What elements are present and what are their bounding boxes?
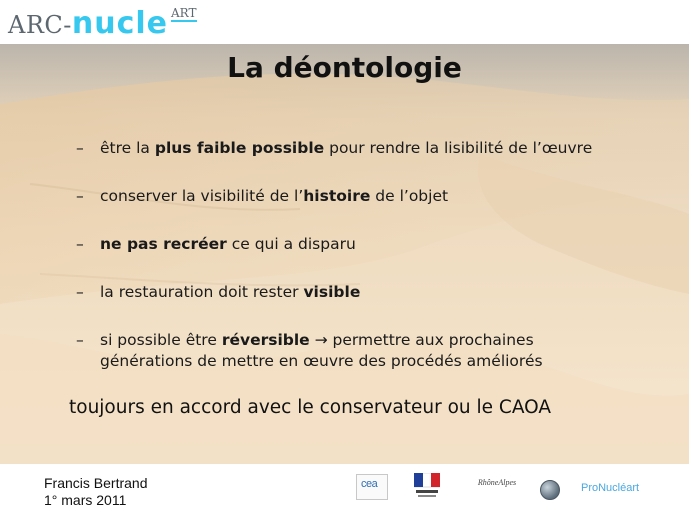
- pronucleart-logo: ProNucléart: [581, 482, 640, 494]
- presentation-date: 1° mars 2011: [44, 492, 127, 508]
- cea-logo-text: cea: [361, 478, 378, 490]
- bullet-text: [100, 186, 448, 207]
- bullet-text-normal: si possible être: [100, 331, 222, 349]
- bullet-text-bold: plus faible possible: [154, 139, 325, 157]
- author-name: Francis Bertrand: [44, 475, 148, 491]
- logo-prefix: ARC-: [8, 11, 72, 39]
- bullet-text-bold: ne pas recréer: [100, 235, 227, 253]
- rhone-alpes-text: RhôneAlpes: [477, 478, 517, 487]
- logo-suffix: ART: [171, 6, 197, 20]
- bullet-text: [100, 234, 356, 255]
- bullet-dash: –: [76, 283, 84, 301]
- bullet-text-normal: de l’objet: [370, 187, 449, 205]
- bullet-text-bold: réversible: [221, 331, 310, 349]
- bullet-text-normal: conserver la visibilité de l’: [100, 187, 304, 205]
- bullet-text-bold: visible: [303, 283, 361, 301]
- bullet-text-normal: pour rendre la lisibilité de l’œuvre: [324, 139, 593, 157]
- globe-logo-icon: [540, 480, 560, 500]
- bullet-text: [100, 138, 592, 159]
- rhone-alpes-logo: [470, 478, 524, 498]
- author-block: [44, 475, 147, 509]
- bullet-text-bold: histoire: [303, 187, 371, 205]
- bullet-text-line2: générations de mettre en œuvre des procédés améliorés: [100, 352, 543, 370]
- slide-title: La déontologie: [227, 51, 462, 84]
- ministry-flag-logo: [414, 473, 440, 501]
- slide-header: [0, 0, 689, 44]
- arc-nucleart-logo: [8, 6, 197, 41]
- bullet-text-normal: être la: [100, 139, 155, 157]
- cea-logo: [356, 474, 388, 500]
- conclusion-text: toujours en accord avec le conservateur ou le CAOA: [69, 397, 552, 418]
- bullet-text: [100, 330, 543, 372]
- bullet-dash: –: [76, 331, 84, 349]
- bullet-dash: –: [76, 187, 84, 205]
- bullet-dash: –: [76, 139, 84, 157]
- logo-main: nucle: [71, 6, 169, 41]
- bullet-text-normal: ce qui a disparu: [226, 235, 356, 253]
- bullet-text-normal: la restauration doit rester: [100, 283, 304, 301]
- bullet-text: [100, 282, 360, 303]
- bullet-dash: –: [76, 235, 84, 253]
- bullet-text-normal: → permettre aux prochaines: [309, 331, 534, 349]
- flag-icon: [414, 473, 440, 501]
